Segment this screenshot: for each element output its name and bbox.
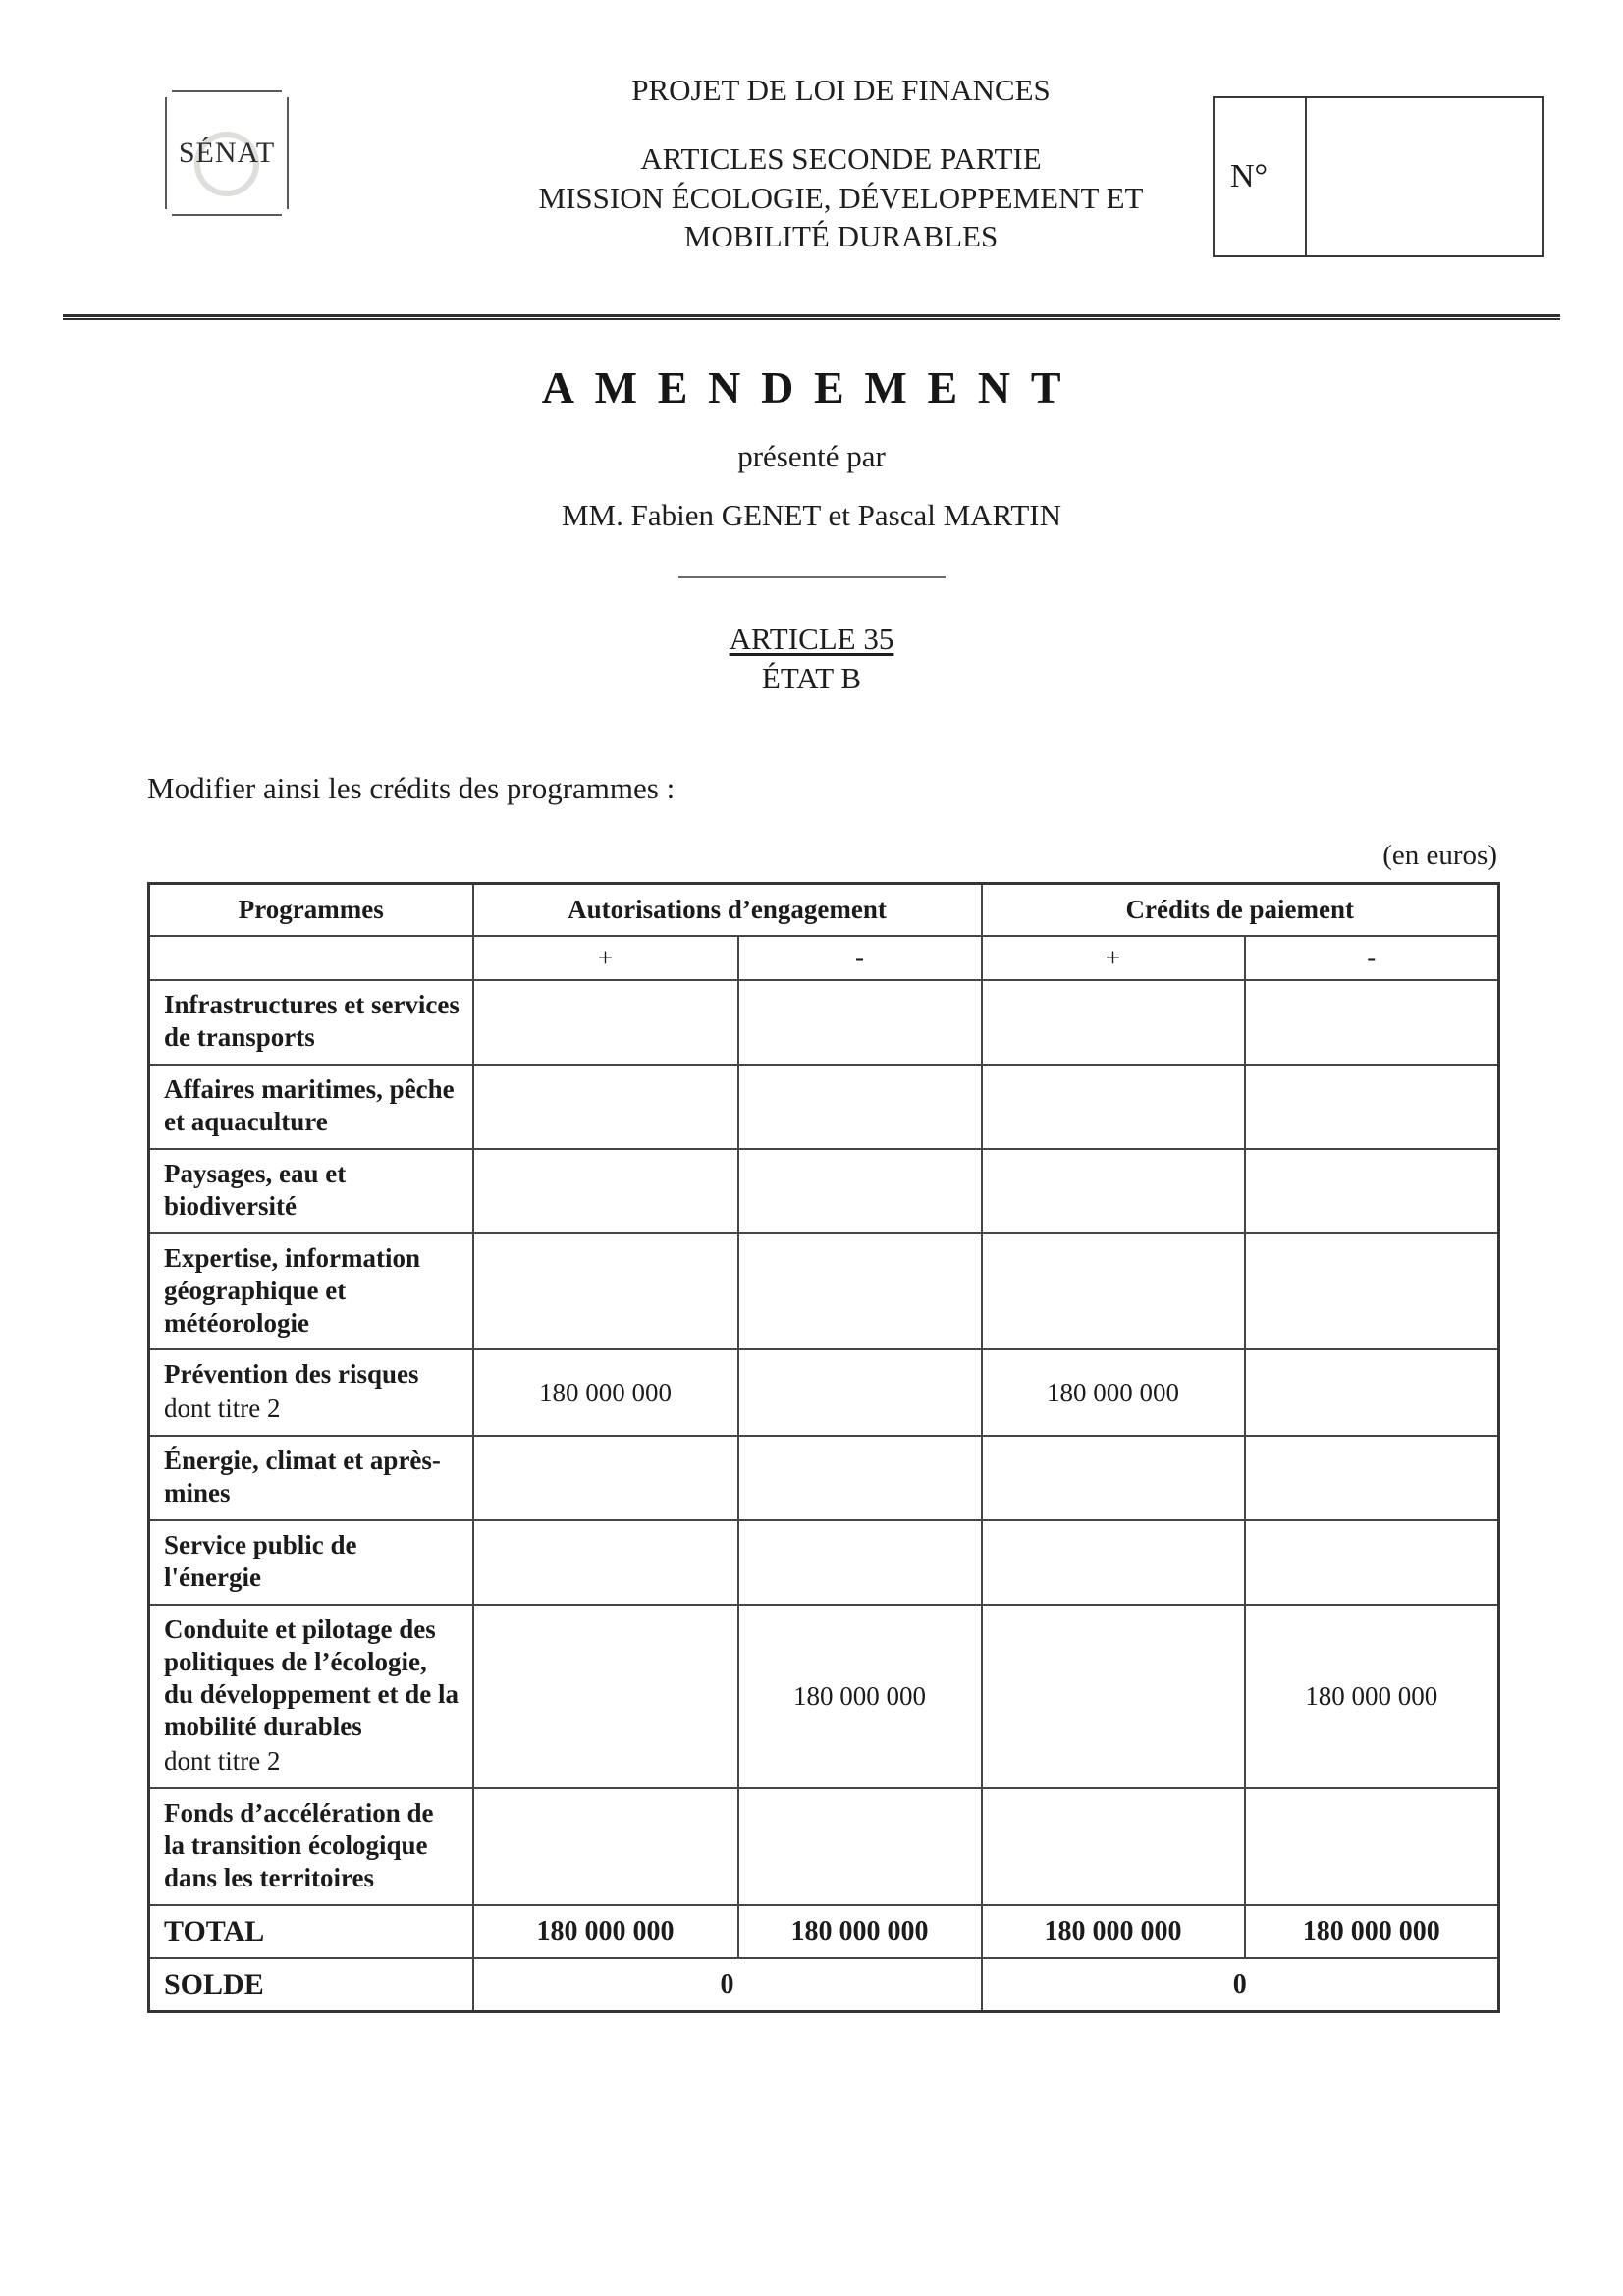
- solde-label: SOLDE: [149, 1958, 473, 2012]
- numero-empty-field: [1307, 98, 1542, 255]
- ae-plus-cell: 180 000 000: [473, 1349, 738, 1436]
- numero-label: N°: [1215, 98, 1307, 255]
- separator-line: [678, 576, 946, 578]
- ae-minus-cell: [738, 1065, 982, 1149]
- cp-plus-cell: [982, 980, 1245, 1065]
- table-row: [149, 1605, 1499, 1788]
- cp-minus-cell: [1245, 1233, 1499, 1350]
- ae-minus-header: -: [738, 936, 982, 980]
- instruction-text: Modifier ainsi les crédits des programmes :: [147, 771, 676, 805]
- cp-plus-cell: [982, 1436, 1245, 1520]
- ae-plus-cell: [473, 1520, 738, 1605]
- logo-text: SÉNAT: [178, 137, 276, 169]
- ae-plus-cell: [473, 1149, 738, 1233]
- program-name: Service public de l'énergie: [164, 1530, 357, 1593]
- cp-plus-cell: [982, 1520, 1245, 1605]
- program-label-cell: [149, 1605, 473, 1788]
- cp-minus-cell: [1245, 980, 1499, 1065]
- table-row: [149, 980, 1499, 1065]
- program-label-cell: [149, 1065, 473, 1149]
- table-row: [149, 1520, 1499, 1605]
- total-ae-minus: 180 000 000: [738, 1905, 982, 1958]
- table-header-row: [149, 884, 1499, 937]
- logo-top-rule: [172, 90, 282, 92]
- authors: MM. Fabien GENET et Pascal MARTIN: [561, 498, 1061, 532]
- ae-minus-cell: [738, 1149, 982, 1233]
- table-row: [149, 1788, 1499, 1905]
- program-name: Conduite et pilotage des politiques de l’écologie, du développement et de la mobilité durables: [164, 1614, 459, 1741]
- table-row: [149, 1349, 1499, 1436]
- credits-table-section: [147, 840, 1497, 2013]
- ae-minus-cell: [738, 1520, 982, 1605]
- presented-by: présenté par: [737, 439, 886, 473]
- program-name: Infrastructures et services de transports: [164, 990, 460, 1052]
- cp-plus-cell: 180 000 000: [982, 1349, 1245, 1436]
- ae-plus-header: +: [473, 936, 738, 980]
- subtitle-line-3: MOBILITÉ DURABLES: [683, 219, 999, 254]
- amendment-number-box: [1213, 96, 1544, 257]
- table-row: [149, 1065, 1499, 1149]
- ae-plus-cell: [473, 1605, 738, 1788]
- project-title: PROJET DE LOI DE FINANCES: [631, 73, 1051, 107]
- program-name: Paysages, eau et biodiversité: [164, 1158, 347, 1221]
- program-name: Énergie, climat et après-mines: [164, 1446, 441, 1508]
- amendment-title: AMENDEMENT: [541, 362, 1082, 412]
- sign-empty-cell: [149, 936, 473, 980]
- solde-ae-value: 0: [473, 1958, 982, 2012]
- col-header-programmes: Programmes: [149, 884, 473, 937]
- cp-plus-cell: [982, 1233, 1245, 1350]
- ae-plus-cell: [473, 1065, 738, 1149]
- cp-minus-cell: 180 000 000: [1245, 1605, 1499, 1788]
- program-name: Affaires maritimes, pêche et aquaculture: [164, 1073, 455, 1136]
- cp-minus-header: -: [1245, 936, 1499, 980]
- logo-bottom-rule: [172, 214, 282, 216]
- document-header: [137, 65, 1544, 257]
- ae-minus-cell: [738, 1436, 982, 1520]
- article-heading: ARTICLE 35: [729, 622, 894, 656]
- header-center-text: [468, 73, 1215, 256]
- program-label-cell: [149, 1233, 473, 1350]
- ae-minus-cell: 180 000 000: [738, 1605, 982, 1788]
- table-row: [149, 1149, 1499, 1233]
- program-label-cell: [149, 1788, 473, 1905]
- program-label-cell: [149, 1520, 473, 1605]
- cp-minus-cell: [1245, 1436, 1499, 1520]
- etat-heading: ÉTAT B: [761, 661, 862, 695]
- program-label-cell: [149, 980, 473, 1065]
- subtitle-line-1: ARTICLES SECONDE PARTIE: [640, 141, 1042, 176]
- senat-logo: [137, 65, 316, 216]
- cp-minus-cell: [1245, 1788, 1499, 1905]
- header-divider: [63, 314, 1560, 320]
- table-sign-row: [149, 936, 1499, 980]
- mission-subtitle: [468, 139, 1215, 256]
- col-header-cp: Crédits de paiement: [982, 884, 1499, 937]
- cp-minus-cell: [1245, 1520, 1499, 1605]
- table-row: [149, 1436, 1499, 1520]
- total-row: [149, 1905, 1499, 1958]
- ae-plus-cell: [473, 1788, 738, 1905]
- program-name: Prévention des risques: [164, 1359, 419, 1390]
- solde-cp-value: 0: [982, 1958, 1499, 2012]
- cp-plus-cell: [982, 1605, 1245, 1788]
- ae-plus-cell: [473, 1233, 738, 1350]
- ae-minus-cell: [738, 980, 982, 1065]
- cp-minus-cell: [1245, 1149, 1499, 1233]
- program-label-cell: [149, 1436, 473, 1520]
- total-label: TOTAL: [149, 1905, 473, 1958]
- cp-plus-header: +: [982, 936, 1245, 980]
- logo-frame: [165, 97, 289, 209]
- cp-minus-cell: [1245, 1349, 1499, 1436]
- subtitle-line-2: MISSION ÉCOLOGIE, DÉVELOPPEMENT ET: [538, 180, 1144, 215]
- col-header-ae: Autorisations d’engagement: [473, 884, 982, 937]
- ae-minus-cell: [738, 1349, 982, 1436]
- program-name: Expertise, information géographique et météorologie: [164, 1242, 420, 1338]
- total-cp-plus: 180 000 000: [982, 1905, 1245, 1958]
- ae-minus-cell: [738, 1233, 982, 1350]
- cp-minus-cell: [1245, 1065, 1499, 1149]
- solde-row: [149, 1958, 1499, 2012]
- total-ae-plus: 180 000 000: [473, 1905, 738, 1958]
- currency-note: (en euros): [1382, 840, 1497, 871]
- ae-minus-cell: [738, 1788, 982, 1905]
- credits-table: [147, 882, 1500, 2013]
- program-label-cell: [149, 1149, 473, 1233]
- program-label-cell: [149, 1349, 473, 1436]
- program-sublabel: dont titre 2: [164, 1745, 281, 1776]
- cp-plus-cell: [982, 1149, 1245, 1233]
- total-cp-minus: 180 000 000: [1245, 1905, 1499, 1958]
- table-row: [149, 1233, 1499, 1350]
- program-sublabel: dont titre 2: [164, 1394, 281, 1424]
- ae-plus-cell: [473, 1436, 738, 1520]
- ae-plus-cell: [473, 980, 738, 1065]
- program-name: Fonds d’accélération de la transition écologique dans les territoires: [164, 1797, 434, 1892]
- cp-plus-cell: [982, 1065, 1245, 1149]
- cp-plus-cell: [982, 1788, 1245, 1905]
